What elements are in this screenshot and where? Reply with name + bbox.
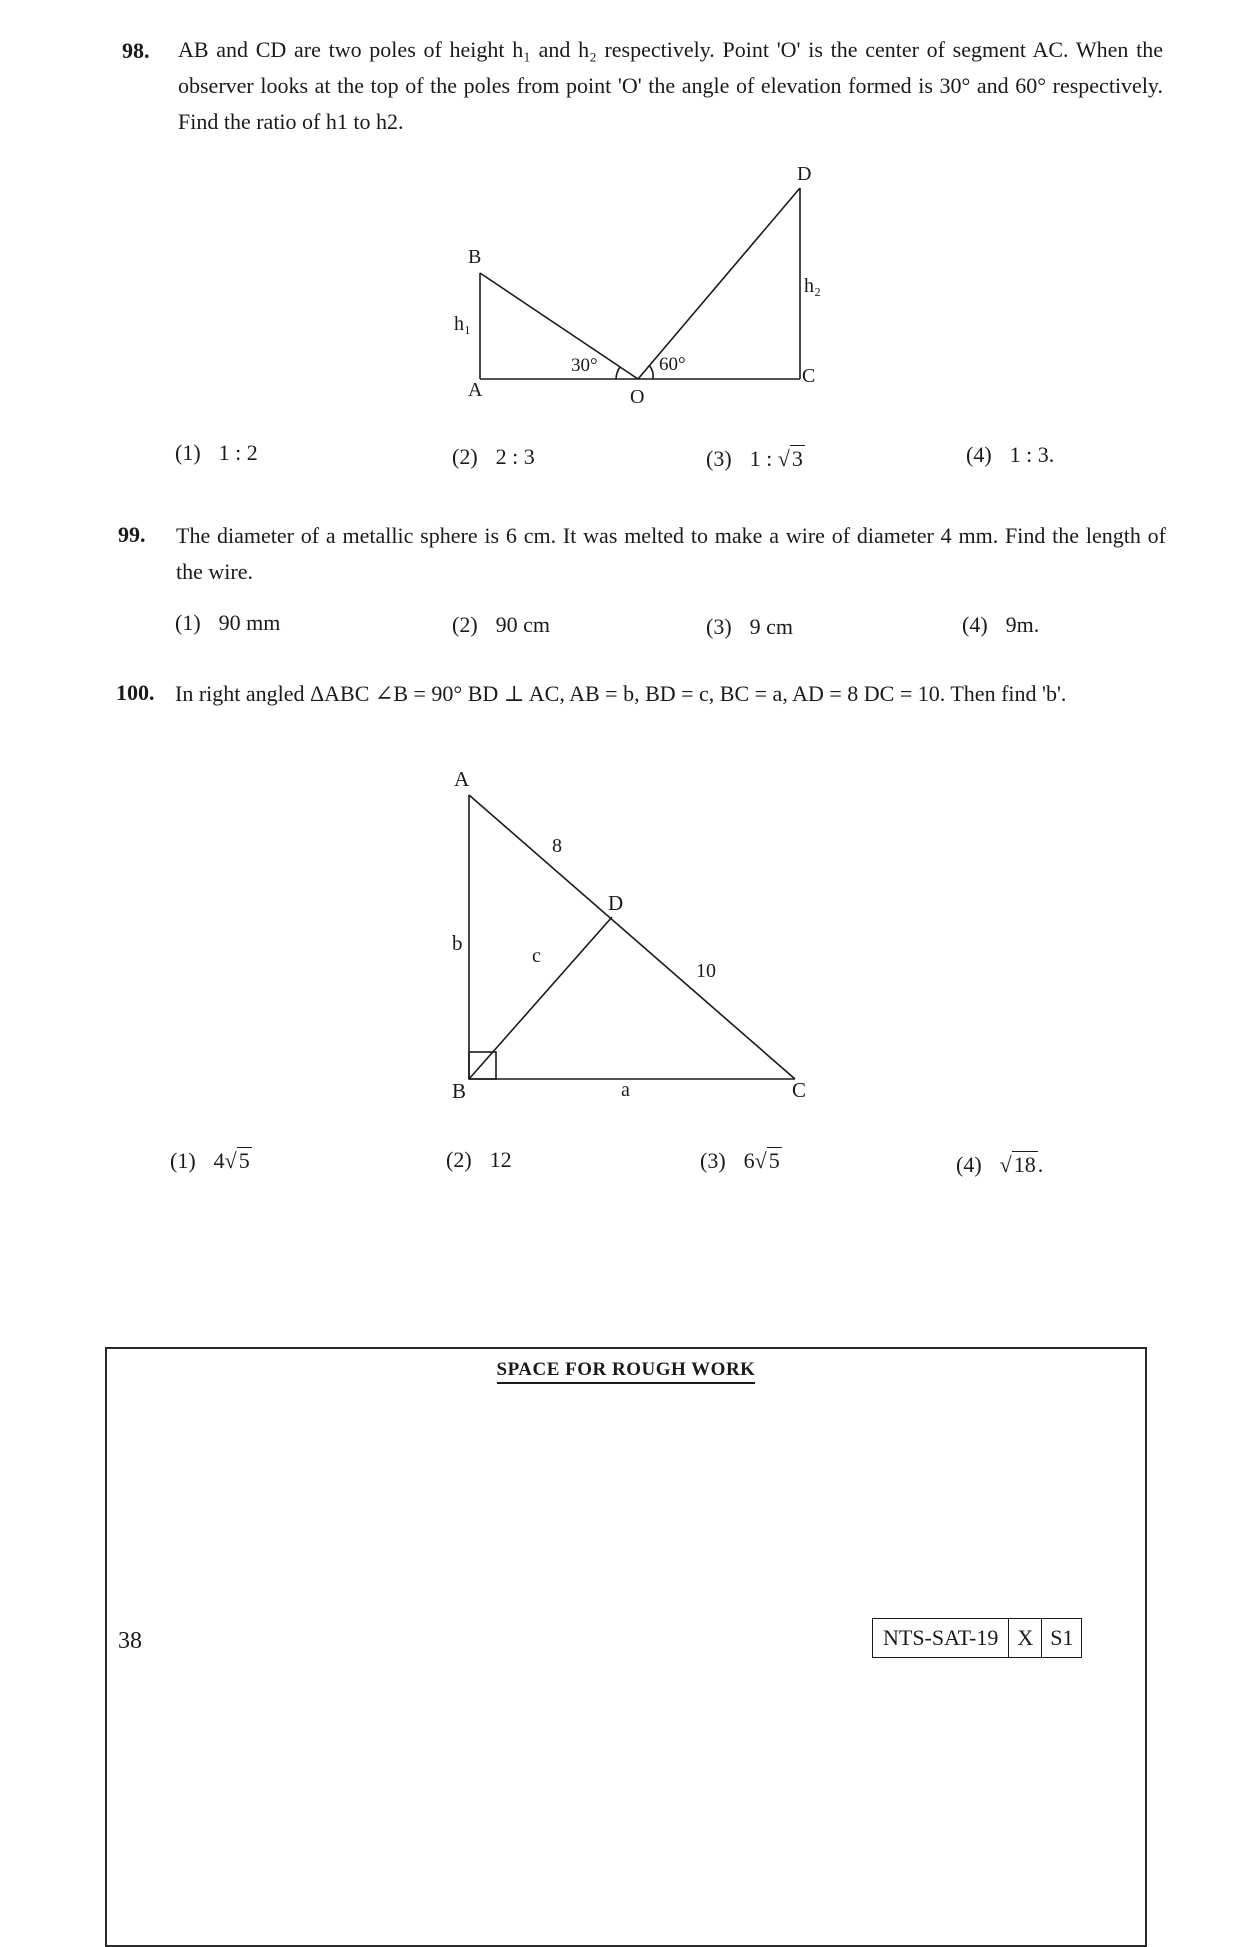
radicand: 18 (1013, 1152, 1036, 1177)
sightline-od (638, 188, 800, 379)
label-side-a: a (621, 1079, 630, 1101)
label-side-b: b (452, 931, 463, 955)
option-text: 9 cm (749, 614, 794, 639)
right-triangle-figure (440, 760, 820, 1110)
option-2[interactable] (452, 444, 535, 470)
angle-arc-60 (649, 365, 653, 379)
option-number: (2) (446, 1147, 472, 1172)
option-number: (1) (175, 440, 201, 465)
option-number: (3) (706, 614, 732, 639)
option-1[interactable] (175, 610, 280, 636)
option-text: 1 : (749, 446, 778, 471)
option-number: (4) (962, 612, 988, 637)
label-h2: h₂ (804, 275, 821, 297)
option-number: (3) (706, 446, 732, 471)
radicand: 5 (238, 1148, 250, 1173)
question-number: 100. (116, 680, 155, 705)
option-text: 12 (489, 1147, 512, 1172)
option-number: (3) (700, 1148, 726, 1173)
option-4[interactable] (962, 612, 1039, 638)
option-number: (2) (452, 612, 478, 637)
sightline-ob (480, 273, 638, 379)
option-text: 9m. (1005, 612, 1040, 637)
option-1[interactable] (170, 1148, 252, 1174)
label-c: C (802, 365, 816, 387)
altitude-bd (469, 917, 612, 1079)
radicand: 5 (768, 1148, 780, 1173)
option-text: 6 (743, 1148, 755, 1173)
option-text: 1 : 3. (1009, 442, 1055, 467)
paper-code-box (872, 1618, 1082, 1658)
label-b: B (452, 1079, 467, 1103)
option-text: 90 cm (495, 612, 551, 637)
option-1[interactable] (175, 440, 258, 466)
option-3[interactable] (706, 446, 805, 472)
option-4[interactable] (956, 1152, 1043, 1178)
question-text: AB and CD are two poles of height h₁ and h₂ respectively. Point 'O' is the center of segment AC. When the observer looks at the top of the poles from point 'O' the angle of elevation formed is 30° and 60° respectively. Find the ratio of h1 to h2. (178, 37, 1163, 134)
label-side-c: c (532, 945, 541, 967)
option-number: (2) (452, 444, 478, 469)
option-text: 4 (213, 1148, 225, 1173)
page-number: 38 (118, 1628, 142, 1654)
option-suffix: . (1037, 1152, 1044, 1177)
paper-set: S1 (1041, 1619, 1081, 1657)
label-c: C (792, 1078, 807, 1102)
label-ad: 8 (552, 835, 562, 857)
option-number: (4) (966, 442, 992, 467)
question-number: 98. (122, 38, 150, 63)
option-3[interactable] (700, 1148, 782, 1174)
label-dc: 10 (696, 960, 716, 982)
option-number: (1) (170, 1148, 196, 1173)
label-a: A (468, 379, 483, 401)
option-text: 1 : 2 (218, 440, 258, 465)
label-angle-60: 60° (659, 354, 686, 375)
radicand: 3 (791, 446, 803, 471)
label-o: O (630, 386, 645, 408)
option-text: 90 mm (218, 610, 281, 635)
label-b: B (468, 246, 482, 268)
label-angle-30: 30° (571, 355, 598, 376)
option-3[interactable] (706, 614, 793, 640)
question-text: In right angled ΔABC ∠B = 90° BD ⊥ AC, AB = b, BD = c, BC = a, AD = 8 DC = 10. Then find 'b'. (175, 681, 1067, 706)
option-number: (4) (956, 1152, 982, 1177)
option-2[interactable] (452, 612, 550, 638)
option-number: (1) (175, 610, 201, 635)
sqrt-symbol: √ (224, 1148, 237, 1173)
sqrt-symbol: √ (777, 446, 790, 471)
poles-figure (440, 160, 840, 420)
paper-code: NTS-SAT-19 (883, 1625, 999, 1650)
angle-arc-30 (616, 367, 620, 379)
option-4[interactable] (966, 442, 1054, 468)
rough-work-title: SPACE FOR ROUGH WORK (107, 1359, 1145, 1381)
label-d: D (797, 163, 812, 185)
sqrt-symbol: √ (999, 1152, 1012, 1177)
label-d: D (608, 891, 624, 915)
paper-class: X (1008, 1619, 1041, 1657)
question-text: The diameter of a metallic sphere is 6 cm. It was melted to make a wire of diameter 4 mm. Find the length of the wire. (176, 523, 1166, 584)
label-h1: h₁ (454, 313, 471, 335)
sqrt-symbol: √ (754, 1148, 767, 1173)
label-a: A (454, 767, 470, 791)
side-ac (469, 795, 795, 1079)
option-text: 2 : 3 (495, 444, 535, 469)
question-number: 99. (118, 522, 146, 547)
option-2[interactable] (446, 1147, 512, 1173)
